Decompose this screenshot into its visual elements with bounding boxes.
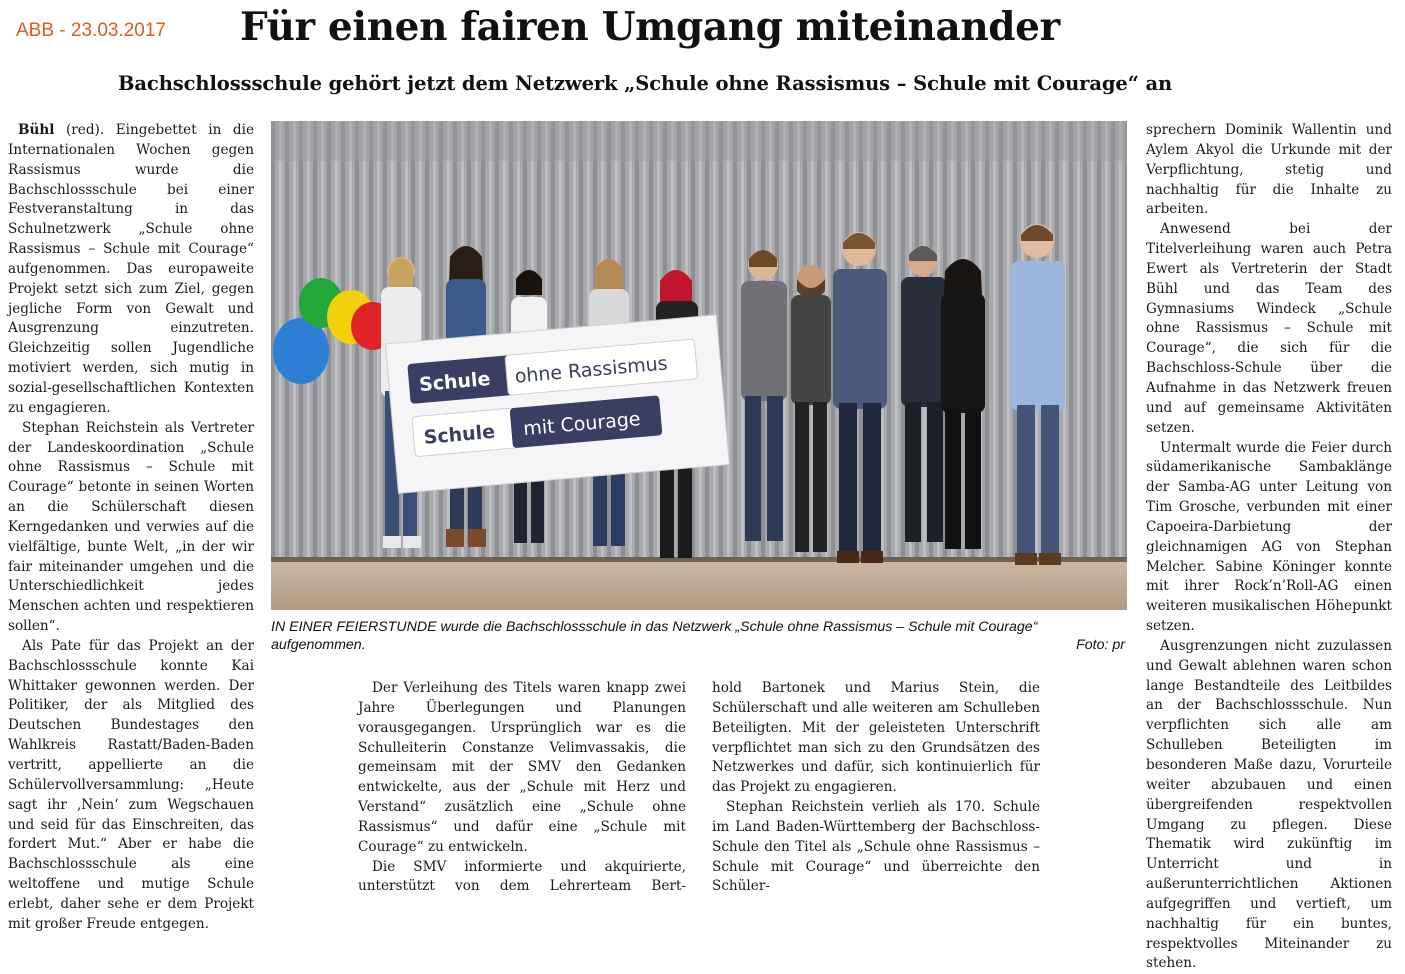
photo-caption bbox=[271, 618, 1127, 654]
paragraph: Der Verleihung des Titels waren knapp zwei Jahre Überlegungen und Planungen vorausgegangen. Ursprünglich war es die Schulleiterin Constanze Velimvassakis, die gemeinsam mit der SMV den Gedanken entwickelte, aus der „Schule mit Herz und Verstand“ zusätzlich eine „Schule ohne Rassismus“ und dafür eine „Schule mit Courage“ zu entwickeln. bbox=[358, 680, 686, 855]
article-column-1 bbox=[8, 121, 254, 935]
paragraph: Stephan Reichstein als Vertreter der Landeskoordination „Schule ohne Rassismus – Schule mit Courage“ betonte in seinen Worten an die Schülerschaft diesen Kerngedanken und verwies auf die vielfältige, bunte Welt, „in der wir fair miteinander umgehen und die Unterschiedlichkeit jedes Menschen achten und respektieren sollen“. bbox=[8, 419, 254, 635]
article-column-4 bbox=[1146, 121, 1392, 974]
paragraph: Die SMV informierte und akquirierte, unterstützt von dem Lehrerteam Bert- bbox=[358, 858, 686, 895]
photo-credit: Foto: pr bbox=[1076, 637, 1125, 653]
subheadline: Bachschlossschule gehört jetzt dem Netzwerk „Schule ohne Rassismus – Schule mit Courage“ an bbox=[118, 72, 1173, 95]
paragraph: hold Bartonek und Marius Stein, die Schülerschaft und alle weiteren am Schulleben Beteiligten. Mit der geleisteten Unterschrift verpflichtet man sich zu den Grundsätzen des Netzwerkes und dafür, sich kontinuierlich für das Projekt zu engagieren. bbox=[712, 680, 1040, 796]
dateline: Bühl bbox=[18, 122, 55, 138]
photo-illustration bbox=[271, 121, 1127, 610]
banner-text-1-right: ohne Rassismus bbox=[513, 352, 669, 388]
banner bbox=[385, 315, 729, 493]
caption-text: IN EINER FEIERSTUNDE wurde die Bachschlossschule in das Netzwerk „Schule ohne Rassismus – Schule mit Courage“ aufgenommen. bbox=[271, 619, 1038, 653]
paragraph bbox=[8, 121, 254, 419]
paragraph: Ausgrenzungen nicht zuzulassen und Gewalt ablehnen waren schon lange Bestandteile des Leitbildes an der Bachschlossschule. Nun verpflichten sich alle am Schulleben Beteiligten im besonderen Maße dazu, Vorurteile weiter abzubauen und einen übergreifenden respektvollen Umgang zu pflegen. Diese Thematik wird zukünftig im Unterricht und in außerunterrichtlichen Aktionen aufgegriffen und vertieft, um nachhaltig für ein buntes, respektvolles Miteinander zu stehen. bbox=[1146, 637, 1392, 972]
article-column-2 bbox=[358, 679, 686, 897]
paragraph: sprechern Dominik Wallentin und Aylem Akyol die Urkunde mit der Verpflichtung, stetig und nachhaltig für die Inhalte zu arbeiten. bbox=[1146, 122, 1392, 218]
banner-text-1-left: Schule bbox=[418, 367, 492, 397]
paragraph: Stephan Reichstein verlieh als 170. Schule im Land Baden-Württemberg der Bachschloss-Schule den Titel als „Schule ohne Rassismus – Schule mit Courage“ und überreichte den Schüler- bbox=[712, 799, 1040, 895]
paragraph-text: (red). Eingebettet in die Internationalen Wochen gegen Rassismus wurde die Bachschlossschule bei einer Festveranstaltung in das Schulnetzwerk „Schule ohne Rassismus – Schule mit Courage“ aufgenommen. Das europaweite Projekt setzt sich zum Ziel, gegen jegliche Form von Gewalt und Ausgrenzung einzutreten. Gleichzeitig sollen Jugendliche motiviert werden, sich mutig in sozial-gesellschaftlichen Kontexten zu engagieren. bbox=[8, 122, 254, 416]
group-photo bbox=[271, 121, 1127, 610]
banner-text-2-left: Schule bbox=[422, 420, 496, 449]
paragraph: Anwesend bei der Titelverleihung waren auch Petra Ewert als Vertreterin der Stadt Bühl und das Team des Gymnasiums Windeck „Schule ohne Rassismus – Schule mit Courage“, die sich für die Bachschloss-Schule über die Aufnahme in das Netzwerk freuen und auf gemeinsame Aktivitäten setzen. bbox=[1146, 221, 1392, 436]
article-column-3 bbox=[712, 679, 1040, 897]
banner-text-2-right: mit Courage bbox=[522, 408, 642, 441]
paragraph: Untermalt wurde die Feier durch südamerikanische Sambaklänge der Samba-AG unter Leitung von Tim Grosche, verbunden mit einer Capoeira-Darbietung der gleichnamigen AG von Stephan Melcher. Sabine Köninger konnte mit ihrer Rock’n’Roll-AG einen weiteren musikalischen Höhepunkt setzen. bbox=[1146, 439, 1392, 635]
source-date: ABB - 23.03.2017 bbox=[16, 20, 166, 41]
headline: Für einen fairen Umgang miteinander bbox=[240, 4, 1060, 50]
paragraph: Als Pate für das Projekt an der Bachschlossschule konnte Kai Whittaker gewonnen werden. Der Politiker, der als Mitglied des Deutschen Bundestages den Wahlkreis Rastatt/Baden-Baden vertritt, appellierte an die Schülervollversammlung: „Heute sagt ihr ‚Nein‘ zum Wegschauen und seid für das Einschreiten, das fordert Mut.“ Aber er habe die Bachschlossschule als eine weltoffene und mutige Schule erlebt, daher sehe er dem Projekt mit großer Freude entgegen. bbox=[8, 637, 254, 932]
